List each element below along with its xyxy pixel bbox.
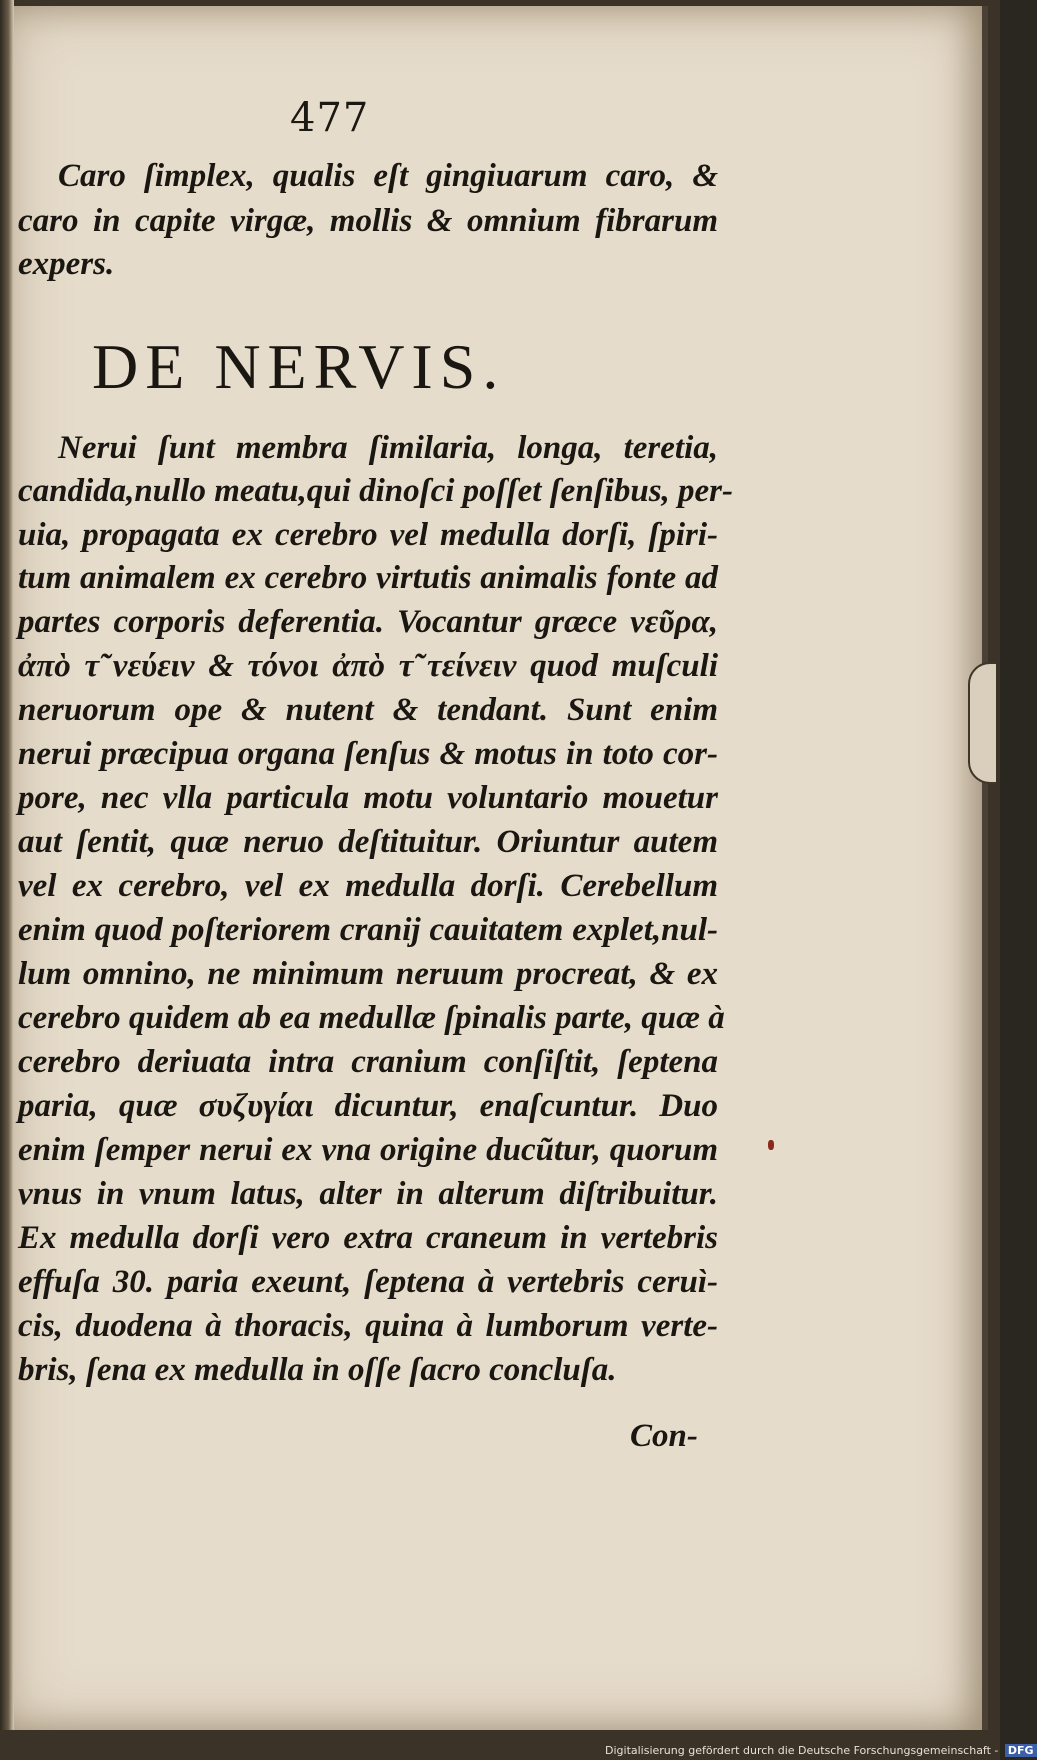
- text-line: Ex medulla dorſi vero extra craneum in vertebris: [18, 1220, 718, 1256]
- text-line: paria, quæ συζυγίαι dicuntur, enaſcuntur. Duo: [18, 1088, 718, 1124]
- text-line: ἀπὸ τ̃ νεύειν & τόνοι ἀπὸ τ̃ τείνειν quod muſculi: [18, 648, 718, 684]
- page-number: 477: [290, 95, 370, 141]
- text-line: Nerui ſunt membra ſimilaria, longa, teretia,: [58, 430, 718, 466]
- text-line: caro in capite virgæ, mollis & omnium fibrarum: [18, 203, 718, 239]
- catchword: Con-: [630, 1418, 698, 1454]
- text-line: enim ſemper nerui ex vna origine ducũtur, quorum: [18, 1132, 718, 1168]
- text-line: candida,nullo meatu,qui dinoſci poſſet ſenſibus, per-: [18, 473, 734, 509]
- section-heading: DE NERVIS.: [92, 331, 506, 402]
- text-line: bris, ſena ex medulla in oſſe ſacro concluſa.: [18, 1352, 617, 1388]
- text-line: nerui præcipua organa ſenſus & motus in toto cor-: [18, 736, 718, 772]
- text-line: partes corporis deferentia. Vocantur græce νεῦρα,: [18, 604, 718, 640]
- text-line: cerebro deriuata intra cranium conſiſtit, ſeptena: [18, 1044, 718, 1080]
- text-line: neruorum ope & nutent & tendant. Sunt enim: [18, 692, 718, 728]
- page-tab: [968, 662, 996, 784]
- text-line: pore, nec vlla particula motu voluntario mouetur: [18, 780, 718, 816]
- binding-edge: [0, 0, 14, 1730]
- text-line: aut ſentit, quæ neruo deſtituitur. Oriuntur autem: [18, 824, 718, 860]
- digitization-credit: [605, 1744, 1037, 1757]
- text-line: enim quod poſteriorem cranij cauitatem explet,nul-: [18, 912, 718, 948]
- text-line: expers.: [18, 246, 115, 282]
- text-line: cis, duodena à thoracis, quina à lumborum verte-: [18, 1308, 718, 1344]
- dfg-logo: DFG: [1005, 1744, 1037, 1757]
- text-line: cerebro quidem ab ea medullæ ſpinalis parte, quæ à: [18, 1000, 725, 1036]
- text-line: effuſa 30. paria exeunt, ſeptena à vertebris ceruì-: [18, 1264, 718, 1300]
- credit-text: Digitalisierung gefördert durch die Deutsche Forschungsgemeinschaft -: [605, 1744, 999, 1757]
- text-line: vel ex cerebro, vel ex medulla dorſi. Cerebellum: [18, 868, 718, 904]
- text-line: uia, propagata ex cerebro vel medulla dorſi, ſpiri-: [18, 517, 718, 553]
- ink-stain: [768, 1140, 774, 1150]
- text-line: lum omnino, ne minimum neruum procreat, & ex: [18, 956, 718, 992]
- text-line: vnus in vnum latus, alter in alterum diſtribuitur.: [18, 1176, 718, 1212]
- text-line: tum animalem ex cerebro virtutis animalis fonte ad: [18, 560, 718, 596]
- text-line: Caro ſimplex, qualis eſt gingiuarum caro, &: [58, 158, 718, 194]
